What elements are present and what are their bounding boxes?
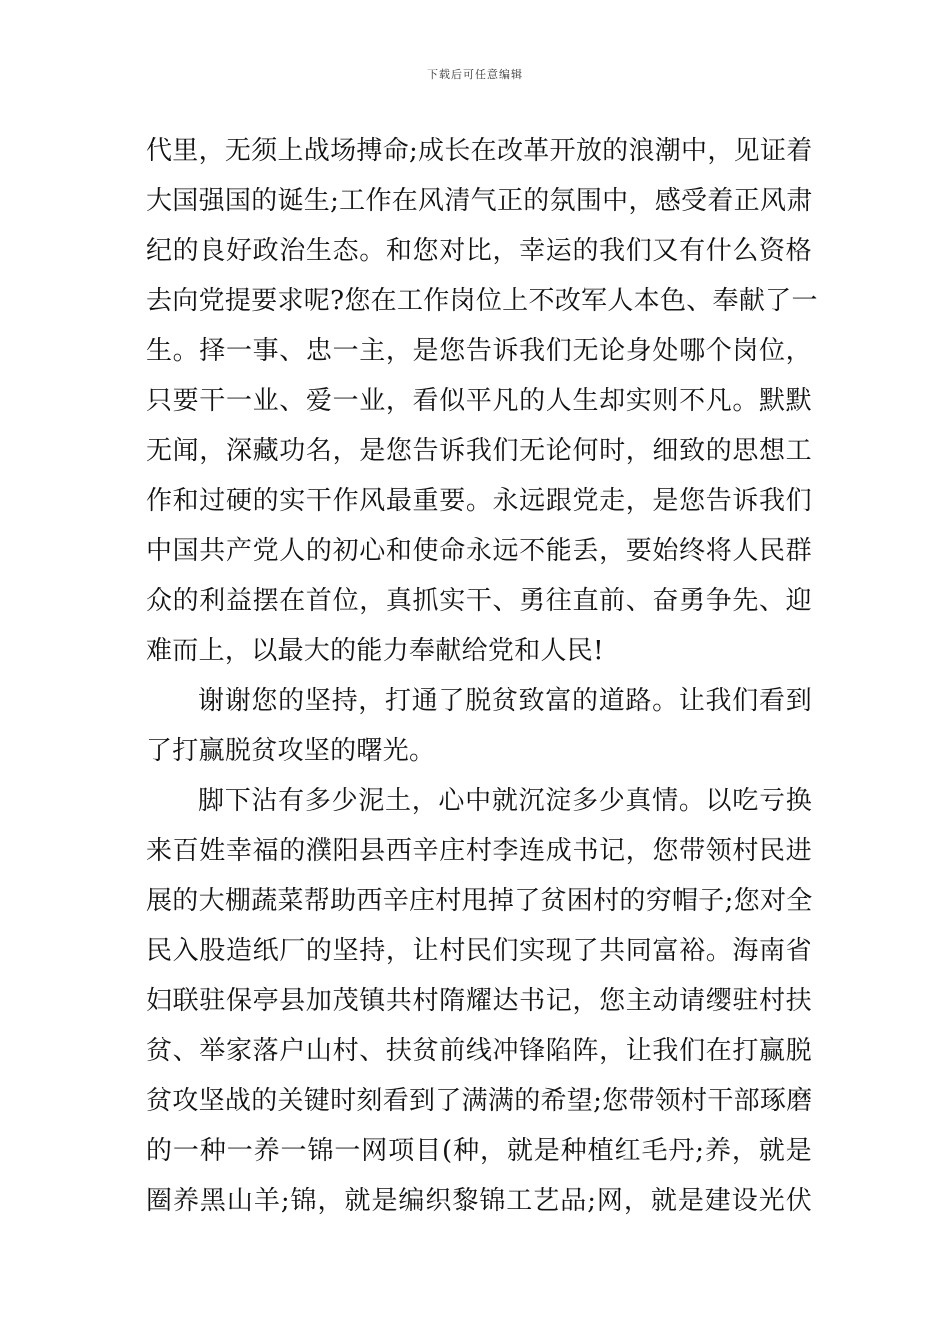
text-line: 作和过硬的实干作风最重要。永远跟党走，是您告诉我们 [146,486,812,516]
text-line: 代里，无须上战场搏命;成长在改革开放的浪潮中，见证着 [146,136,813,166]
text-line: 难而上，以最大的能力奉献给党和人民! [146,636,604,666]
text-line: 生。择一事、忠一主，是您告诉我们无论身处哪个岗位， [146,336,812,366]
text-line: 只要干一业、爱一业，看似平凡的人生却实则不凡。默默 [146,386,812,416]
page-header-note: 下载后可任意编辑 [427,68,523,81]
document-body [146,131,818,1231]
text-line: 展的大棚蔬菜帮助西辛庄村甩掉了贫困村的穷帽子;您对全 [146,886,813,916]
text-line: 脚下沾有多少泥土，心中就沉淀多少真情。以吃亏换 [198,786,812,816]
text-line: 民入股造纸厂的坚持，让村民们实现了共同富裕。海南省 [146,936,812,966]
text-line: 众的利益摆在首位，真抓实干、勇往直前、奋勇争先、迎 [146,586,812,616]
text-line: 谢谢您的坚持，打通了脱贫致富的道路。让我们看到 [198,686,812,716]
text-line: 贫攻坚战的关键时刻看到了满满的希望;您带领村干部琢磨 [146,1086,813,1116]
text-line: 纪的良好政治生态。和您对比，幸运的我们又有什么资格 [146,236,812,266]
text-line: 妇联驻保亭县加茂镇共村隋耀达书记，您主动请缨驻村扶 [146,986,812,1016]
text-line: 来百姓幸福的濮阳县西辛庄村李连成书记，您带领村民进 [146,836,812,866]
text-line: 贫、举家落户山村、扶贫前线冲锋陷阵，让我们在打赢脱 [146,1036,812,1066]
text-line: 了打赢脱贫攻坚的曙光。 [146,736,436,766]
text-line: 的一种一养一锦一网项目(种，就是种植红毛丹;养，就是 [146,1136,812,1166]
text-line: 圈养黑山羊;锦，就是编织黎锦工艺品;网，就是建设光伏 [146,1186,812,1216]
text-line: 无闻，深藏功名，是您告诉我们无论何时，细致的思想工 [146,436,812,466]
text-line: 去向党提要求呢?您在工作岗位上不改军人本色、奉献了一 [146,286,818,316]
text-line: 中国共产党人的初心和使命永远不能丢，要始终将人民群 [146,536,812,566]
text-line: 大国强国的诞生;工作在风清气正的氛围中，感受着正风肃 [146,186,813,216]
